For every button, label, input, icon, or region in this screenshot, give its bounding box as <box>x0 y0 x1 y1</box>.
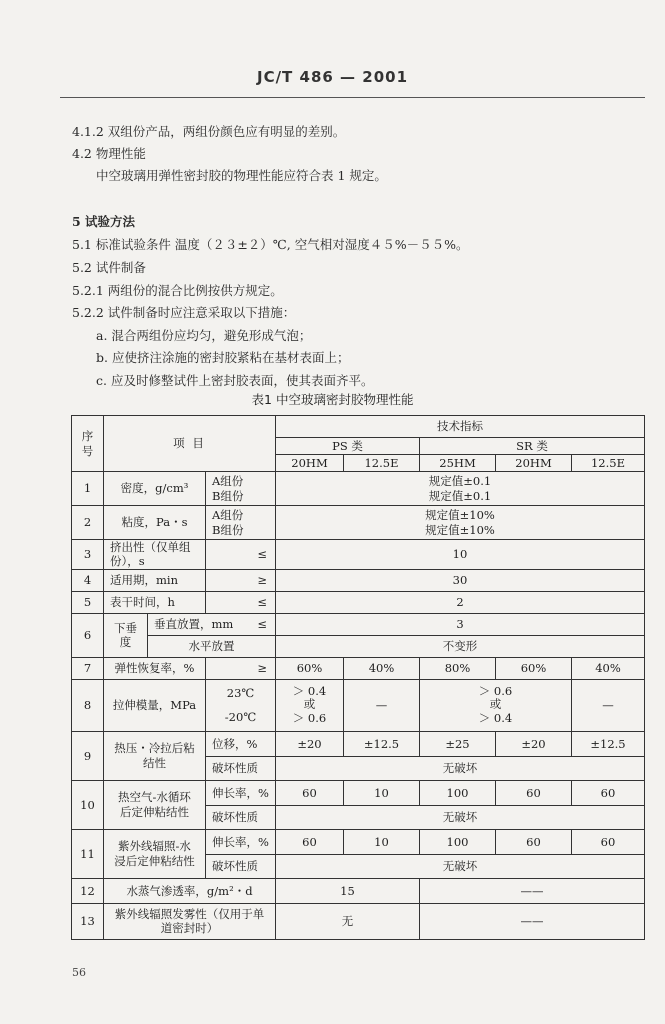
row-sub: 破坏性质 <box>206 756 276 780</box>
row-no: 8 <box>72 679 104 731</box>
row-item: 热压・冷拉后粘 结性 <box>104 731 206 780</box>
row-sub: 23℃ -20℃ <box>206 679 276 731</box>
row-value: 不变形 <box>276 635 645 657</box>
header-col: 20HM <box>276 455 344 472</box>
row-value: ±12.5 <box>572 731 645 756</box>
row-operator: ≥ <box>206 569 276 591</box>
clause-4-1-2: 4.1.2 双组份产品，两组份颜色应有明显的差别。 <box>72 124 346 139</box>
row-item: 水蒸气渗透率，g/m²・d <box>104 878 276 903</box>
row-value: ±25 <box>420 731 496 756</box>
row-item: 紫外线辐照-水 浸后定伸粘结性 <box>104 829 206 878</box>
row-value: 80% <box>420 657 496 679</box>
row-no: 5 <box>72 591 104 613</box>
row-value: ±20 <box>276 731 344 756</box>
row-sub: 伸长率，% <box>206 829 276 854</box>
row-no: 6 <box>72 613 104 657</box>
item-a: a. 混合两组份应均匀，避免形成气泡； <box>96 328 312 343</box>
row-operator: ≤ <box>206 540 276 570</box>
row-value: 60 <box>276 780 344 805</box>
row-value: 60 <box>496 829 572 854</box>
header-col: 25HM <box>420 455 496 472</box>
header-col: 12.5E <box>572 455 645 472</box>
header-no: 序 号 <box>72 416 104 472</box>
row-value: 30 <box>276 569 645 591</box>
row-item: 粘度，Pa・s <box>104 506 206 540</box>
row-value: 无破坏 <box>276 756 645 780</box>
row-no: 12 <box>72 878 104 903</box>
row-sub: 位移，% <box>206 731 276 756</box>
row-no: 1 <box>72 472 104 506</box>
section-5-heading: 5 试验方法 <box>72 214 136 229</box>
row-value: 10 <box>344 829 420 854</box>
clause-5-1: 5.1 标准试验条件 温度（２３±２）℃, 空气相对湿度４５%－５５%。 <box>72 237 469 252</box>
row-value: 40% <box>344 657 420 679</box>
row-sub: A组份 B组份 <box>206 506 276 540</box>
row-operator: ≤ <box>257 617 267 632</box>
row-item: 弹性恢复率，% <box>104 657 206 679</box>
row-sub: 伸长率，% <box>206 780 276 805</box>
row-sub: 水平放置 <box>148 635 276 657</box>
row-no: 13 <box>72 903 104 939</box>
row-no: 2 <box>72 506 104 540</box>
row-value: —— <box>420 878 645 903</box>
properties-table <box>71 415 645 940</box>
table-title: 表1 中空玻璃密封胶物理性能 <box>251 392 414 407</box>
row-value: 规定值±0.1 规定值±0.1 <box>276 472 645 506</box>
item-c: c. 应及时修整试件上密封胶表面，使其表面齐平。 <box>96 373 374 388</box>
row-value: ±12.5 <box>344 731 420 756</box>
row-value: 10 <box>344 780 420 805</box>
header-spec: 技术指标 <box>276 416 645 438</box>
row-value: —— <box>420 903 645 939</box>
row-item: 拉伸模量，MPa <box>104 679 206 731</box>
header-rule <box>60 97 645 98</box>
row-item: 适用期，min <box>104 569 206 591</box>
row-value: ＞ 0.4 或 ＞ 0.6 <box>276 679 344 731</box>
row-item: 紫外线辐照发雾性（仅用于单 道密封时） <box>104 903 276 939</box>
row-no: 9 <box>72 731 104 780</box>
clause-5-2: 5.2 试件制备 <box>72 260 146 275</box>
row-item: 密度，g/cm³ <box>104 472 206 506</box>
row-sub <box>148 613 276 635</box>
clause-5-2-1: 5.2.1 两组份的混合比例按供方规定。 <box>72 283 283 298</box>
row-value: ＞ 0.6 或 ＞ 0.4 <box>420 679 572 731</box>
page-number: 56 <box>72 966 86 979</box>
row-sub: 破坏性质 <box>206 854 276 878</box>
row-no: 11 <box>72 829 104 878</box>
row-no: 4 <box>72 569 104 591</box>
page-header: JC/T 486 — 2001 <box>256 68 409 86</box>
row-value: — <box>344 679 420 731</box>
row-operator: ≥ <box>206 657 276 679</box>
row-value: 60 <box>572 780 645 805</box>
row-value: 10 <box>276 540 645 570</box>
row-value: 2 <box>276 591 645 613</box>
row-value: 3 <box>276 613 645 635</box>
row-value: 60 <box>572 829 645 854</box>
row-no: 3 <box>72 540 104 570</box>
row-sub: 破坏性质 <box>206 805 276 829</box>
row-value: 无破坏 <box>276 805 645 829</box>
row-value: — <box>572 679 645 731</box>
row-item: 下垂 度 <box>104 613 148 657</box>
row-value: 60% <box>496 657 572 679</box>
row-value: 无破坏 <box>276 854 645 878</box>
header-item: 项 目 <box>104 416 276 472</box>
header-col: 12.5E <box>344 455 420 472</box>
row-sub: A组份 B组份 <box>206 472 276 506</box>
row-item: 挤出性（仅单组份），s <box>104 540 206 570</box>
row-value: 60 <box>496 780 572 805</box>
row-value: 无 <box>276 903 420 939</box>
row-no: 7 <box>72 657 104 679</box>
row-value: ±20 <box>496 731 572 756</box>
row-item: 表干时间，h <box>104 591 206 613</box>
row-value: 15 <box>276 878 420 903</box>
row-value: 40% <box>572 657 645 679</box>
item-b: b. 应使挤注涂施的密封胶紧粘在基材表面上； <box>96 350 350 365</box>
header-ps: PS 类 <box>276 438 420 455</box>
row-value: 60% <box>276 657 344 679</box>
row-value: 规定值±10% 规定值±10% <box>276 506 645 540</box>
row-value: 100 <box>420 780 496 805</box>
row-operator: ≤ <box>206 591 276 613</box>
clause-5-2-2: 5.2.2 试件制备时应注意采取以下措施： <box>72 305 296 320</box>
row-value: 100 <box>420 829 496 854</box>
clause-4-2-text: 中空玻璃用弹性密封胶的物理性能应符合表 1 规定。 <box>96 168 387 183</box>
row-no: 10 <box>72 780 104 829</box>
row-item: 热空气-水循环 后定伸粘结性 <box>104 780 206 829</box>
clause-4-2: 4.2 物理性能 <box>72 146 146 161</box>
header-sr: SR 类 <box>420 438 645 455</box>
row-value: 60 <box>276 829 344 854</box>
row-sub-label: 垂直放置，mm <box>154 617 234 632</box>
header-col: 20HM <box>496 455 572 472</box>
